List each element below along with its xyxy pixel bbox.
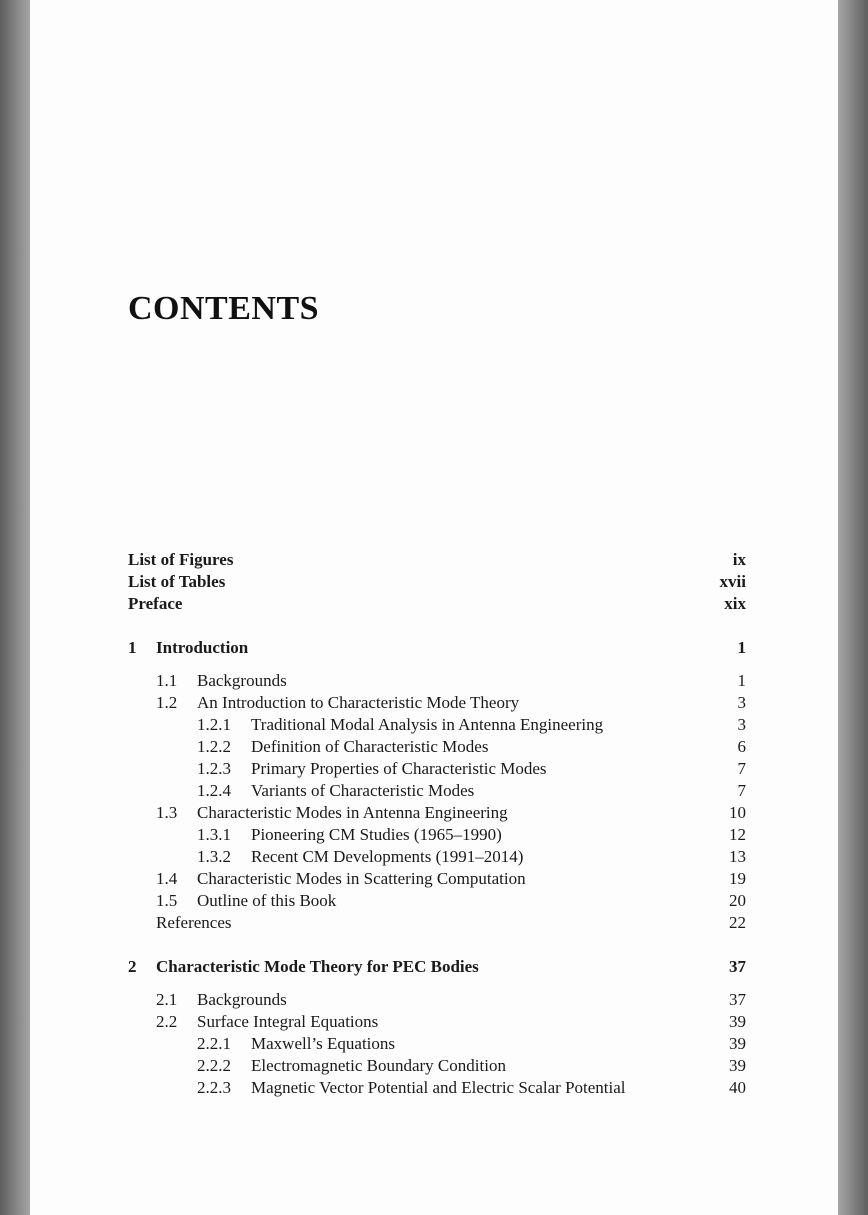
toc-entry-page-number: 7 <box>737 781 746 800</box>
toc-entry-page-number: 13 <box>729 847 746 866</box>
toc-subsection-entry[interactable] <box>128 736 746 758</box>
toc-entry-page-number: 39 <box>729 1056 746 1075</box>
toc-subsection-entry[interactable] <box>128 714 746 736</box>
toc-entry-number: 1 <box>128 638 137 657</box>
toc-entry-title: Characteristic Modes in Scattering Computation <box>197 869 526 888</box>
toc-entry-title: List of Tables <box>128 572 226 591</box>
toc-entry-title: Backgrounds <box>197 671 287 690</box>
toc-entry-title: Backgrounds <box>197 990 287 1009</box>
toc-section-entry[interactable] <box>128 692 746 714</box>
toc-entry-number: 2.2.1 <box>197 1034 231 1053</box>
toc-entry-page-number: 10 <box>729 803 746 822</box>
toc-entry-page-number: xvii <box>719 572 746 591</box>
toc-entry-number: 2.2.2 <box>197 1056 231 1075</box>
toc-entry-title: Maxwell’s Equations <box>251 1034 396 1053</box>
toc-entry-number: 1.4 <box>156 869 178 888</box>
toc-spacer <box>128 659 746 670</box>
toc-entry-title: Variants of Characteristic Modes <box>251 781 475 800</box>
toc-entry-number: 1.3.1 <box>197 825 231 844</box>
toc-subsection-entry[interactable] <box>128 1033 746 1055</box>
toc-entry-title: Characteristic Modes in Antenna Engineering <box>197 803 508 822</box>
viewer-frame-left <box>0 0 30 1215</box>
toc-entry-page-number: 40 <box>729 1078 746 1097</box>
toc-subsection-entry[interactable] <box>128 780 746 802</box>
toc-entry-title: Magnetic Vector Potential and Electric Scalar Potential <box>251 1078 626 1097</box>
viewer-frame-right <box>838 0 868 1215</box>
toc-entry-title: Recent CM Developments (1991–2014) <box>251 847 524 866</box>
toc-entry-title: Characteristic Mode Theory for PEC Bodies <box>156 957 479 976</box>
toc-entry-number: 1.2.3 <box>197 759 231 778</box>
toc-entry-number: 1.2 <box>156 693 178 712</box>
toc-section-entry[interactable] <box>128 890 746 912</box>
toc-spacer <box>128 978 746 989</box>
toc-entry-number: 1.1 <box>156 671 178 690</box>
toc-entry-page-number: xix <box>724 594 746 613</box>
toc-subsection-entry[interactable] <box>128 824 746 846</box>
toc-entry-title: Preface <box>128 594 183 613</box>
toc-entry-number: 1.3 <box>156 803 178 822</box>
toc-subsection-entry[interactable] <box>128 1055 746 1077</box>
toc-front-matter-entry[interactable] <box>128 549 746 571</box>
toc-section-entry[interactable] <box>128 802 746 824</box>
toc-section-entry[interactable] <box>128 989 746 1011</box>
toc-section-entry[interactable] <box>128 1011 746 1033</box>
toc-entry-number: 1.3.2 <box>197 847 231 866</box>
page-title: CONTENTS <box>128 290 320 327</box>
toc-front-matter-entry[interactable] <box>128 571 746 593</box>
toc-entry-page-number: 1 <box>737 638 746 657</box>
toc-entry-title: List of Figures <box>128 550 234 569</box>
toc-entry-number: 2.2 <box>156 1012 178 1031</box>
toc-entry-page-number: 37 <box>729 990 746 1009</box>
toc-entry-page-number: 39 <box>729 1012 746 1031</box>
toc-references-entry[interactable] <box>128 912 746 934</box>
toc-entry-page-number: 37 <box>729 957 746 976</box>
toc-entry-title: Electromagnetic Boundary Condition <box>251 1056 506 1075</box>
toc-subsection-entry[interactable] <box>128 1077 746 1099</box>
toc-entry-page-number: ix <box>732 550 746 569</box>
toc-entry-number: 2 <box>128 957 137 976</box>
toc-entry-page-number: 39 <box>729 1034 746 1053</box>
toc-entry-page-number: 20 <box>729 891 746 910</box>
toc-entry-page-number: 3 <box>737 693 746 712</box>
toc-entry-title: Surface Integral Equations <box>197 1012 379 1031</box>
toc-entry-page-number: 7 <box>737 759 746 778</box>
toc-entry-title: Definition of Characteristic Modes <box>251 737 489 756</box>
toc-entry-title: Primary Properties of Characteristic Modes <box>251 759 547 778</box>
toc-subsection-entry[interactable] <box>128 846 746 868</box>
toc-front-matter-entry[interactable] <box>128 593 746 615</box>
toc-spacer <box>128 615 746 637</box>
toc-entry-number: 1.2.2 <box>197 737 231 756</box>
toc-section-entry[interactable] <box>128 868 746 890</box>
toc-entry-title: References <box>156 913 232 932</box>
toc-entry-title: Traditional Modal Analysis in Antenna Engineering <box>251 715 604 734</box>
toc-entry-title: Introduction <box>156 638 249 657</box>
chapter-list <box>128 615 746 1099</box>
front-matter-list <box>128 549 746 615</box>
toc-chapter-entry[interactable] <box>128 637 746 659</box>
table-of-contents <box>128 549 746 1099</box>
toc-section-entry[interactable] <box>128 670 746 692</box>
toc-entry-page-number: 1 <box>737 671 746 690</box>
toc-entry-number: 1.2.1 <box>197 715 231 734</box>
toc-entry-page-number: 6 <box>737 737 746 756</box>
toc-entry-page-number: 22 <box>729 913 746 932</box>
document-page <box>30 0 838 1215</box>
toc-chapter-entry[interactable] <box>128 956 746 978</box>
toc-entry-number: 2.2.3 <box>197 1078 231 1097</box>
toc-entry-title: Outline of this Book <box>197 891 337 910</box>
toc-entry-page-number: 12 <box>729 825 746 844</box>
toc-entry-number: 1.2.4 <box>197 781 231 800</box>
toc-spacer <box>128 934 746 956</box>
toc-entry-title: Pioneering CM Studies (1965–1990) <box>251 825 502 844</box>
toc-entry-page-number: 19 <box>729 869 746 888</box>
toc-subsection-entry[interactable] <box>128 758 746 780</box>
toc-entry-page-number: 3 <box>737 715 746 734</box>
toc-entry-number: 2.1 <box>156 990 178 1009</box>
toc-entry-number: 1.5 <box>156 891 178 910</box>
toc-entry-title: An Introduction to Characteristic Mode Theory <box>197 693 520 712</box>
